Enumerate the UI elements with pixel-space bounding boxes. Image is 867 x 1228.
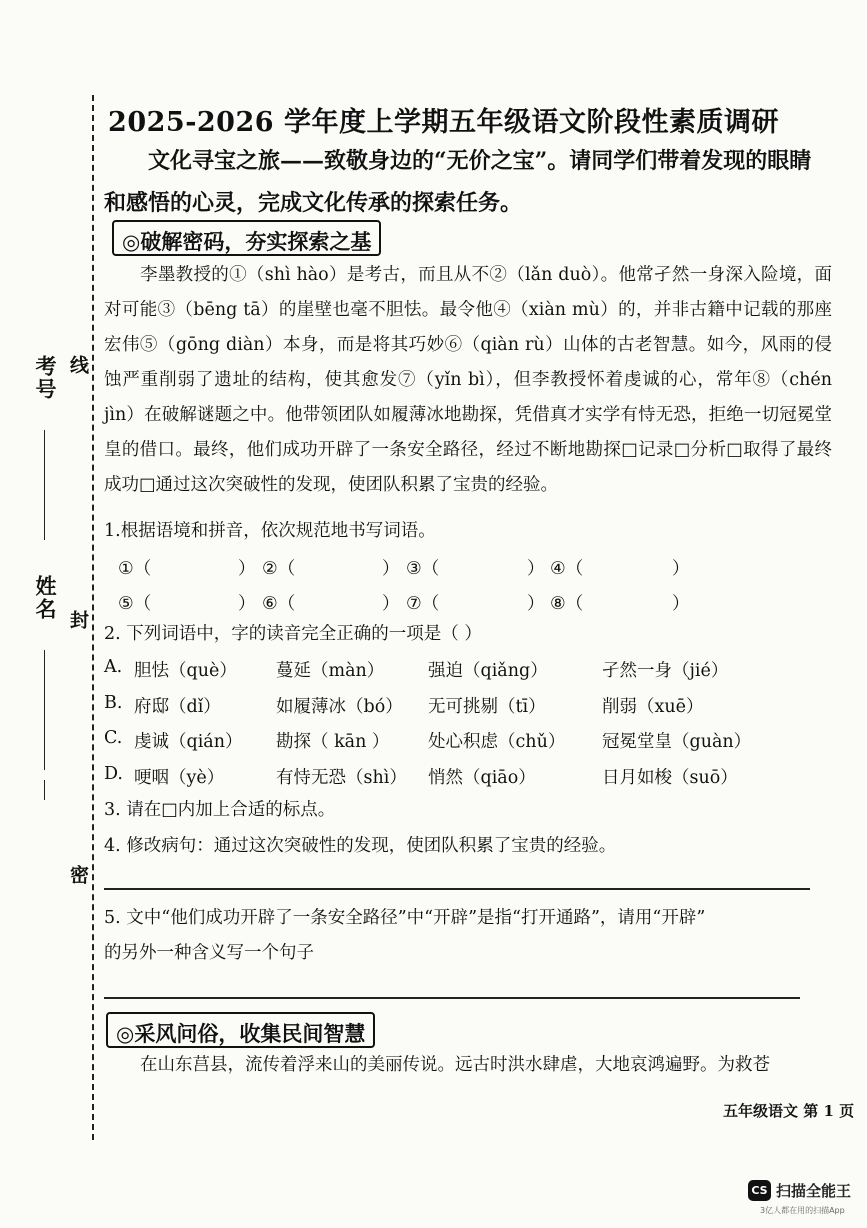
question-5-answer-line[interactable] (104, 997, 800, 999)
option-word: 强迫（qiǎng） (428, 661, 548, 681)
option-word: 削弱（xuē） (602, 696, 704, 717)
answer-slot-2-close: ） (382, 559, 400, 579)
option-word: 蔓延（màn） (276, 661, 385, 681)
camscanner-brand-name: 扫描全能王 (776, 1182, 852, 1200)
answer-slot-3-close: ） (527, 559, 545, 579)
seal-line-char-feng: 封 (67, 610, 89, 631)
section-2-title: ◎采风问俗，收集民间智慧 (106, 1012, 375, 1048)
option-word: 悄然（qiāo） (428, 767, 536, 788)
answer-slot-6-open[interactable]: ⑥（ (262, 594, 296, 614)
page-number-footer: 五年级语文 第 1 页 (723, 1102, 855, 1120)
answer-slot-8-close: ） (672, 594, 690, 614)
intro (104, 140, 839, 224)
camscanner-tagline: 3亿人都在用的扫描App (760, 1206, 845, 1215)
question-4-answer-line[interactable] (104, 888, 810, 890)
binding-dashed-line (92, 95, 94, 1140)
option-word: 孑然一身（jié） (602, 661, 729, 681)
passage-text: 李墨教授的①（shì hào）是考古，而且从不②（lǎn duò）。他常孑然一身深入险境，面对可能③（bēng tā）的崖壁也毫不胆怯。最令他④（xiàn mù）的，并非古籍中记载的那座宏伟⑤（gōng diàn）本身，而是将其巧妙⑥（qiàn rù）山体的古老智慧。如今，风雨的侵蚀严重削弱了遗址的结构，使其愈发⑦（yǐn bì），但李教授怀着虔诚的心，常年⑧（chén jìn）在破解谜题之中。他带领团队如履薄冰地勘探，凭借真才实学有恃无恐，拒绝一切冠冕堂皇的借口。最终，他们成功开辟了一条安全路径，经过不断地勘探□记录□分析□取得了最终成功□通过这次突破性的发现，使团队积累了宝贵的经验。 (104, 265, 832, 495)
side-blank-tick (44, 780, 45, 800)
seal-line-char-xian: 线 (67, 355, 89, 376)
option-letter[interactable]: C. (104, 728, 123, 748)
answer-slot-8-open[interactable]: ⑧（ (550, 594, 584, 614)
answer-slot-4-open[interactable]: ④（ (550, 559, 584, 579)
question-3: 3. 请在□内加上合适的标点。 (104, 800, 336, 820)
option-word: 日月如梭（suō） (602, 767, 738, 788)
answer-slot-1-close: ） (238, 559, 256, 579)
intro-line-1: 文化寻宝之旅——致敬身边的“无价之宝”。请同学们带着发现的眼睛 (148, 148, 812, 174)
camscanner-logo-icon: CS (748, 1180, 771, 1201)
answer-slot-7-close: ） (527, 594, 545, 614)
answer-slot-2-open[interactable]: ②（ (262, 559, 296, 579)
option-word: 府邸（dǐ） (134, 696, 221, 717)
question-5-line-1: 5. 文中“他们成功开辟了一条安全路径”中“开辟”是指“打开通路”，请用“开辟” (104, 908, 706, 928)
option-word: 哽咽（yè） (134, 767, 225, 788)
option-letter[interactable]: A. (104, 657, 123, 677)
answer-slot-5-close: ） (238, 594, 256, 614)
option-word: 处心积虑（chǔ） (428, 732, 566, 752)
option-word: 如履薄冰（bó） (276, 696, 403, 717)
option-letter[interactable]: D. (104, 763, 123, 784)
question-1: 1.根据语境和拼音，依次规范地书写词语。 (104, 521, 436, 541)
answer-slot-3-open[interactable]: ③（ (406, 559, 440, 579)
answer-slot-7-open[interactable]: ⑦（ (406, 594, 440, 614)
section-1-title: ◎破解密码，夯实探索之基 (112, 220, 381, 256)
option-letter[interactable]: B. (104, 692, 123, 713)
exam-number-label: 考号 (33, 355, 58, 401)
option-word: 勘探（ kān ） (276, 732, 390, 752)
page-title: 2025-2026 学年度上学期五年级语文阶段性素质调研 (108, 107, 779, 138)
section-2-passage (104, 1048, 832, 1083)
answer-slot-6-close: ） (382, 594, 400, 614)
seal-line-char-mi: 密 (67, 865, 89, 886)
section-2-passage-text: 在山东莒县，流传着浮来山的美丽传说。远古时洪水肆虐，大地哀鸿遍野。为救苍 (140, 1055, 770, 1075)
option-word: 有恃无恐（shì） (276, 767, 407, 788)
intro-line-2: 和感悟的心灵，完成文化传承的探索任务。 (104, 190, 523, 216)
question-2: 2. 下列词语中，字的读音完全正确的一项是（ ） (104, 624, 482, 644)
answer-slot-1-open[interactable]: ①（ (118, 559, 152, 579)
option-word: 胆怯（què） (134, 661, 237, 681)
answer-slot-5-open[interactable]: ⑤（ (118, 594, 152, 614)
question-5-line-2: 的另外一种含义写一个句子 (104, 943, 314, 963)
exam-number-blank[interactable] (44, 430, 45, 540)
answer-slot-4-close: ） (672, 559, 690, 579)
name-label: 姓名 (33, 575, 58, 621)
name-blank[interactable] (44, 650, 45, 770)
option-word: 无可挑剔（tī） (428, 696, 546, 717)
question-4: 4. 修改病句：通过这次突破性的发现，使团队积累了宝贵的经验。 (104, 836, 617, 856)
option-word: 虔诚（qián） (134, 732, 243, 752)
section-1-passage (104, 258, 832, 503)
option-word: 冠冕堂皇（guàn） (602, 732, 752, 752)
